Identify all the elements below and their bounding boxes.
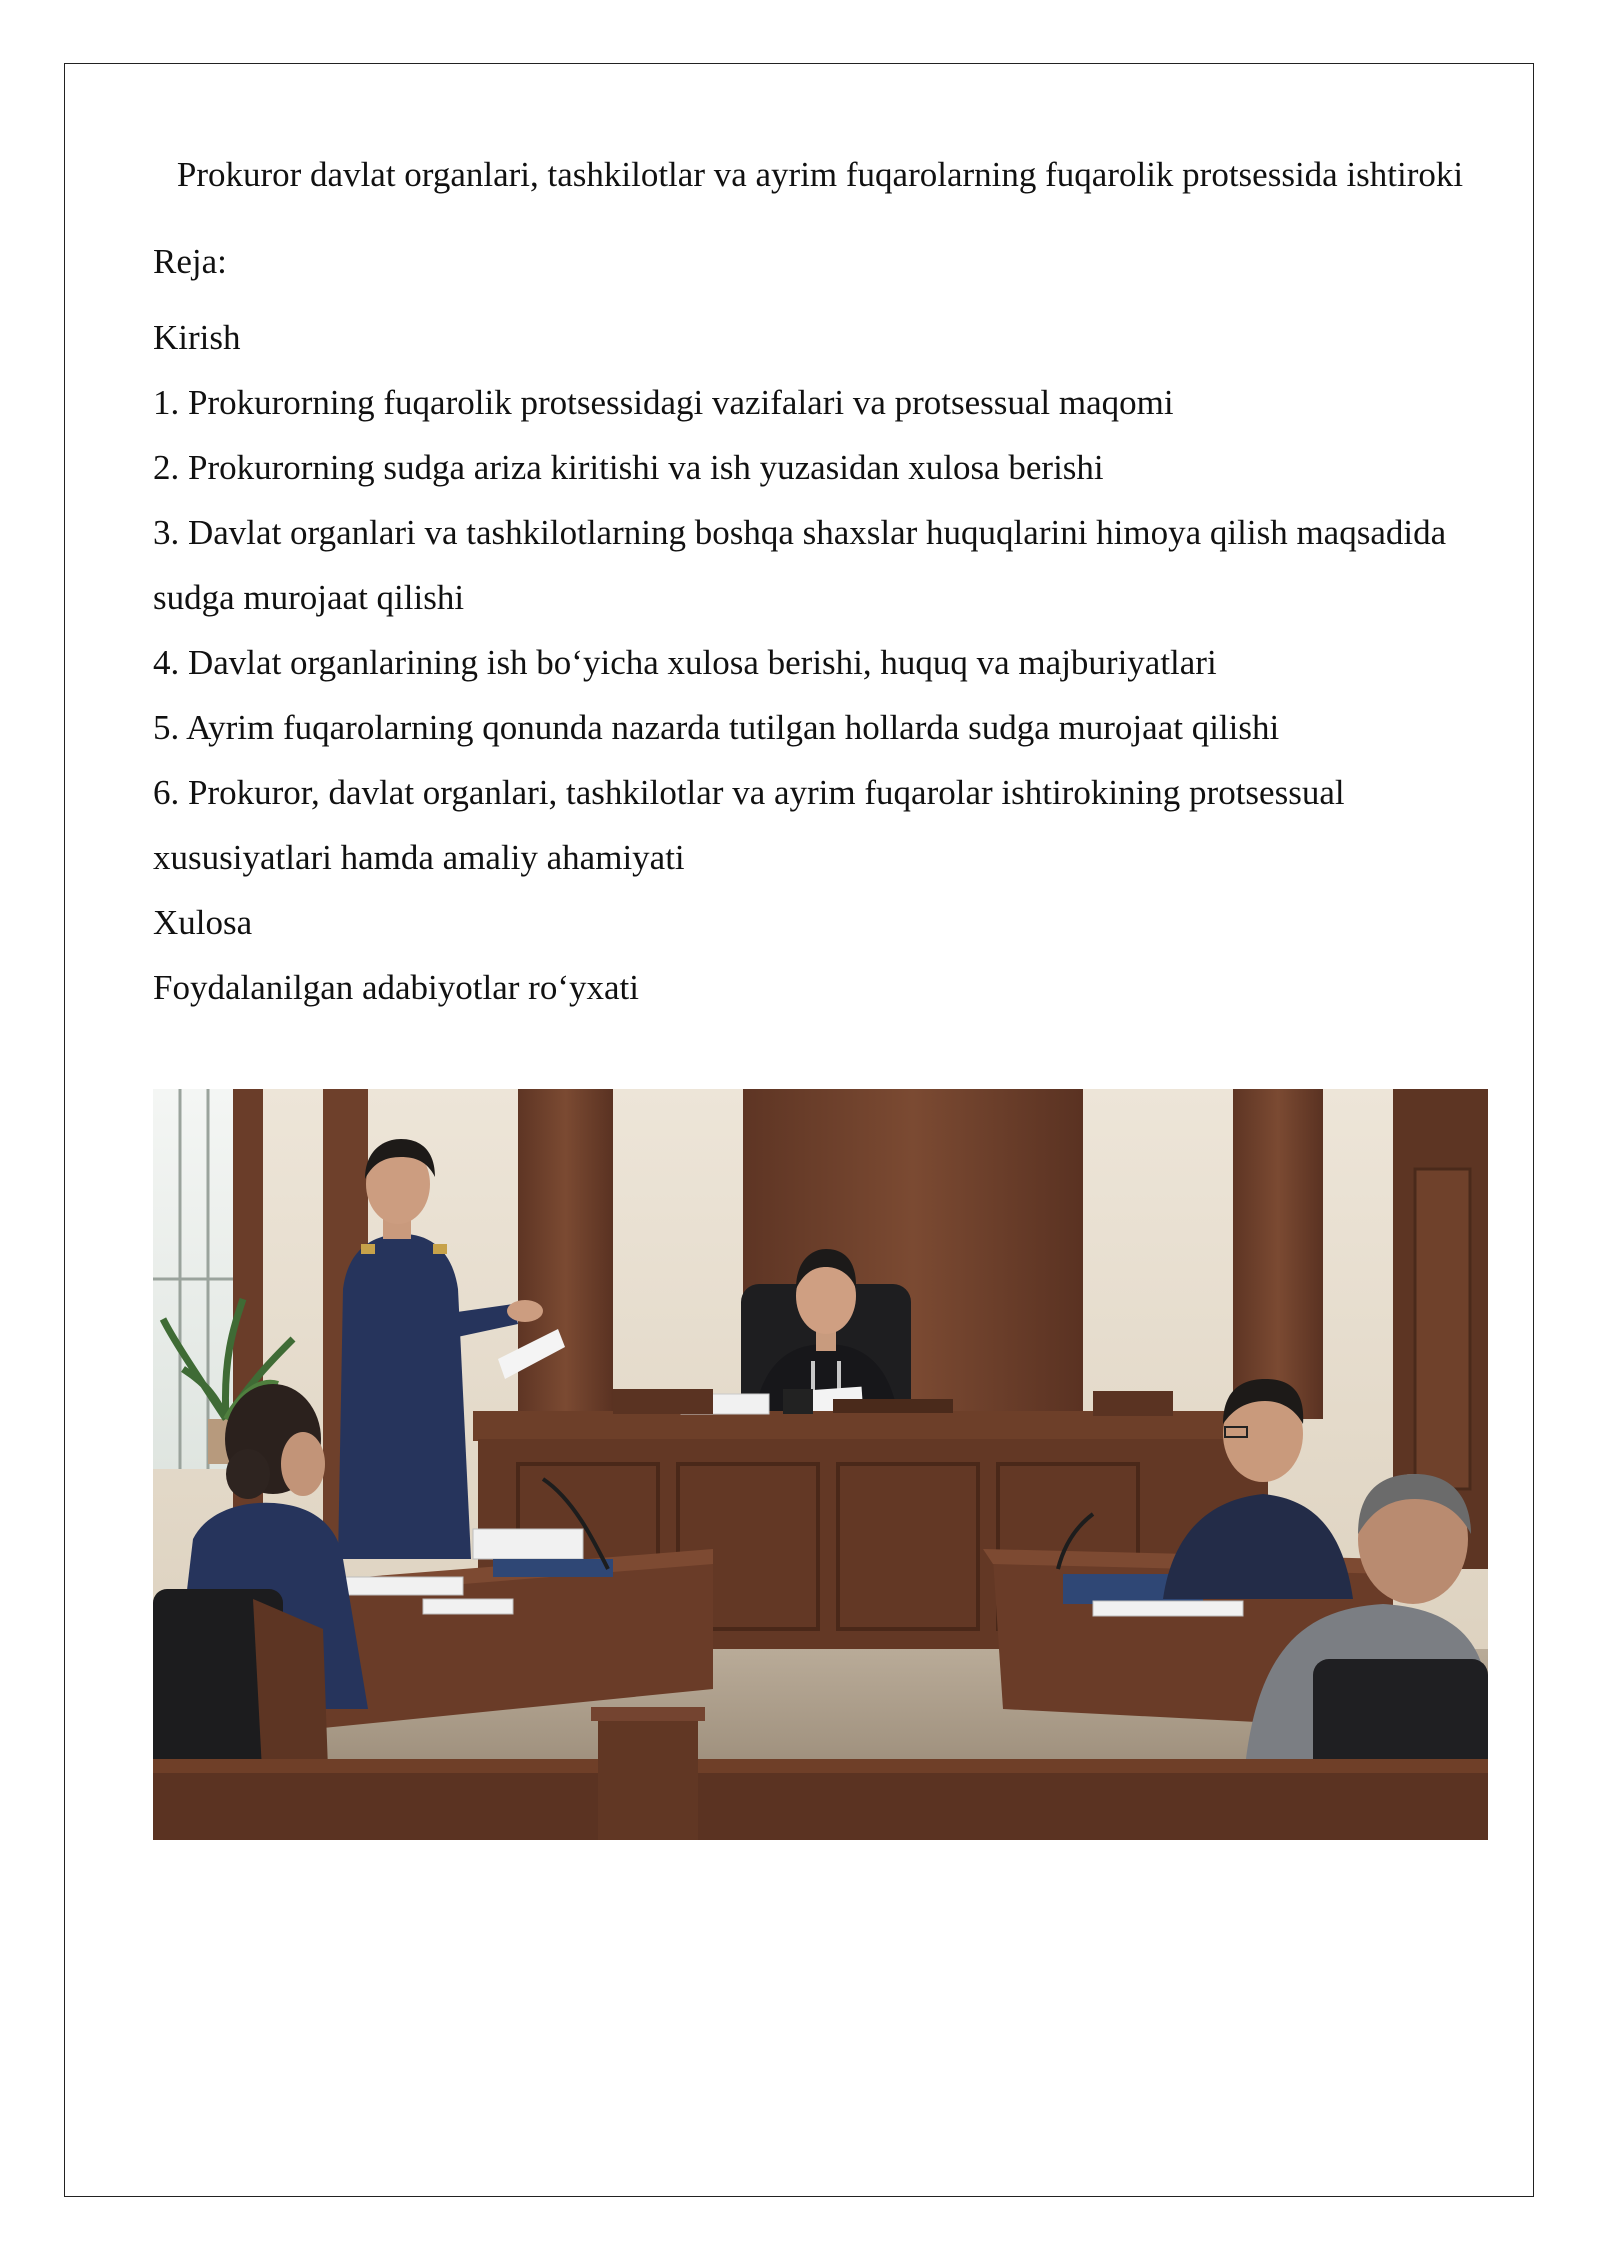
document-title: Prokuror davlat organlari, tashkilotlar va ayrim fuqarolarning fuqarolik protsessida ishtiroki <box>176 155 1464 194</box>
plan-item-6: 6. Prokuror, davlat organlari, tashkilotlar va ayrim fuqarolar ishtirokining protsessual xususiyatlari hamda amaliy ahamiyati <box>153 773 1345 877</box>
plan-section <box>153 240 1483 1020</box>
plan-list <box>153 305 1483 1020</box>
wall-panel-right <box>1233 1089 1323 1419</box>
plan-item-2: 2. Prokurorning sudga ariza kiritishi va ish yuzasidan xulosa berishi <box>153 448 1104 487</box>
plan-item-4: 4. Davlat organlarining ish bo‘yicha xulosa berishi, huquq va majburiyatlari <box>153 643 1217 682</box>
front-railing <box>153 1769 1488 1840</box>
courtroom-scene <box>153 1089 1488 1840</box>
courtroom-illustration <box>153 1089 1488 1840</box>
plan-item-1: 1. Prokurorning fuqarolik protsessidagi vazifalari va protsessual maqomi <box>153 383 1174 422</box>
wall-panel-left <box>518 1089 613 1419</box>
plan-item-references: Foydalanilgan adabiyotlar ro‘yxati <box>153 968 639 1007</box>
plan-item-conclusion: Xulosa <box>153 903 253 942</box>
plan-item-introduction: Kirish <box>153 318 241 357</box>
plan-heading: Reja: <box>153 242 227 281</box>
plan-item-5: 5. Ayrim fuqarolarning qonunda nazarda tutilgan hollarda sudga murojaat qilishi <box>153 708 1280 747</box>
plan-item-3: 3. Davlat organlari va tashkilotlarning boshqa shaxslar huquqlarini himoya qilish maqsadida sudga murojaat qilishi <box>153 513 1447 617</box>
